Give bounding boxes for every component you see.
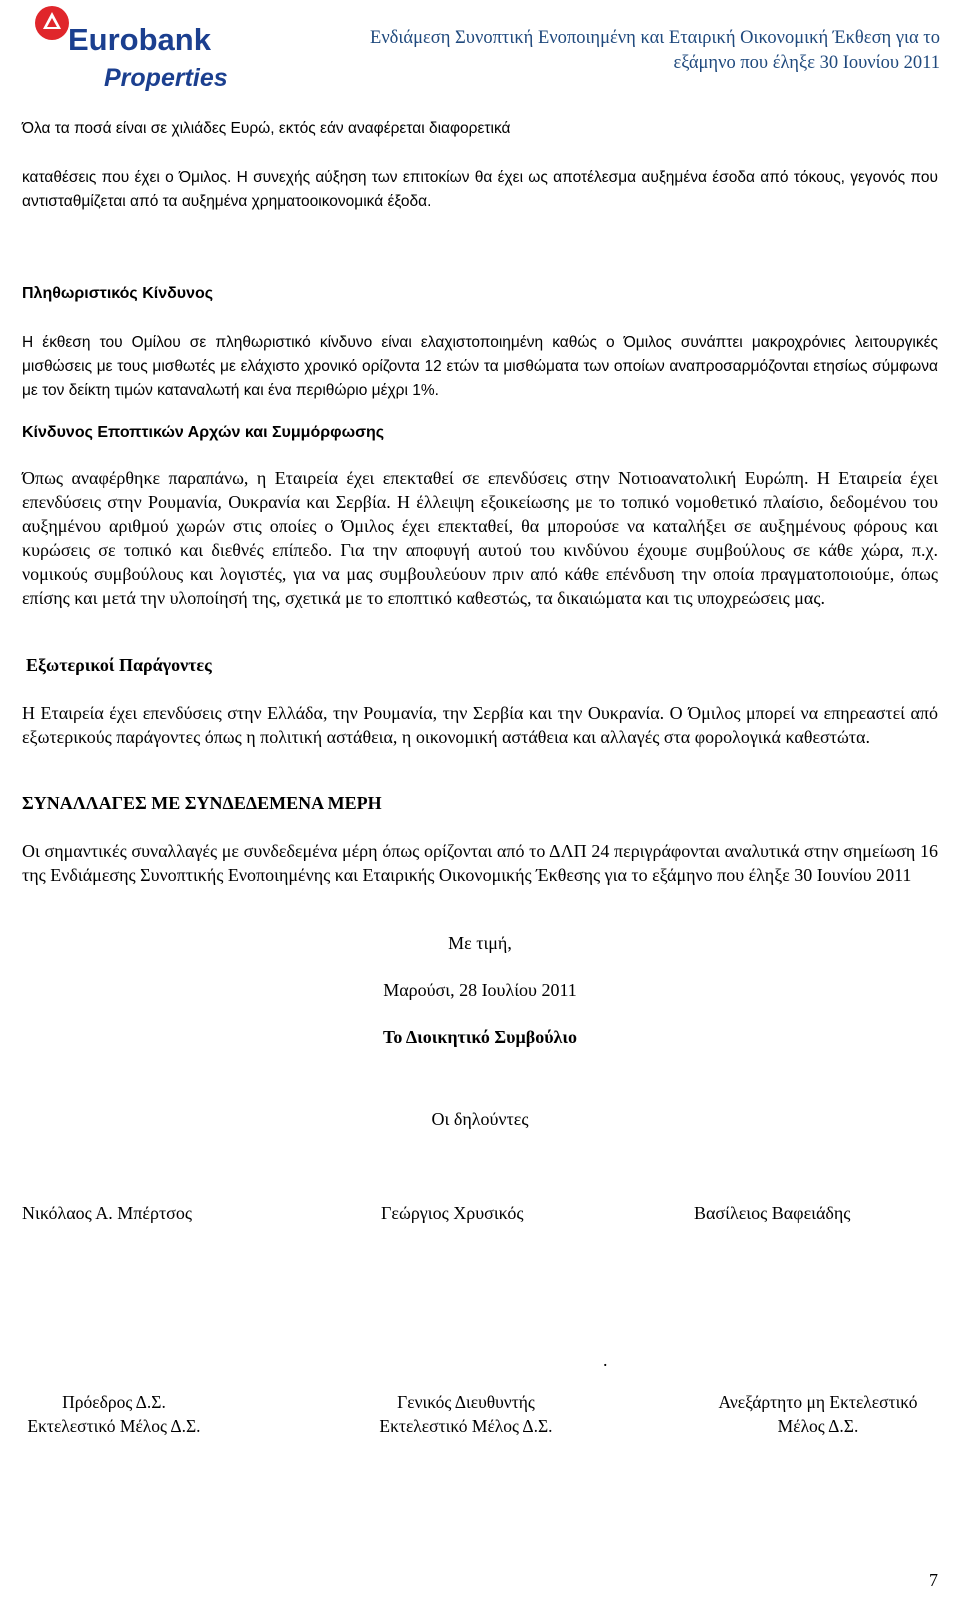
inflation-risk-heading: Πληθωριστικός Κίνδυνος <box>22 285 214 302</box>
logo-text-eurobank: Eurobank <box>68 22 211 57</box>
stray-mark: . <box>603 1350 608 1370</box>
amounts-note: Όλα τα ποσά είναι σε χιλιάδες Ευρώ, εκτός εάν αναφέρεται διαφορετικά <box>22 120 511 137</box>
signatory-name-3: Βασίλειος Βαφειάδης <box>694 1203 851 1223</box>
closing-regards: Με τιμή, <box>448 933 512 953</box>
related-party-paragraph: Οι σημαντικές συναλλαγές με συνδεδεμένα μέρη όπως ορίζονται από το ΔΛΠ 24 περιγράφονται αναλυτικά στην σημείωση 16 της Ενδιάμεσης Συνοπτικής Ενοποιημένης και Εταιρικής Οικονομικής Έκθεσης για το εξάμηνο που έληξε 30 Ιουνίου 2011 <box>22 841 938 885</box>
signatory-role-3 <box>698 1390 938 1438</box>
inflation-risk-paragraph: Η έκθεση του Ομίλου σε πληθωριστικό κίνδυνο είναι ελαχιστοποιημένη καθώς ο Όμιλος συνάπτει μακροχρόνιες λειτουργικές μισθώσεις με τους μισθωτές με ελάχιστο χρονικό ορίζοντα 12 ετών τα μισθώματα των οποίων αναπροσαρμόζονται ετησίως σύμφωνα με τον δείκτη τιμών καταναλωτή και ένα περιθώριο μέχρι 1%. <box>22 334 938 399</box>
closing-declarants: Οι δηλούντες <box>431 1109 529 1129</box>
signatory-role-2-line1: Γενικός Διευθυντής <box>397 1392 535 1412</box>
page-number: 7 <box>929 1570 938 1590</box>
closing-place-date: Μαρούσι, 28 Ιουλίου 2011 <box>383 980 577 1000</box>
intro-paragraph: καταθέσεις που έχει ο Όμιλος. Η συνεχής αύξηση των επιτοκίων θα έχει ως αποτέλεσμα αυξημένα έσοδα από τόκους, γεγονός που αντισταθμίζεται από τα αυξημένα χρηματοοικονομικά έξοδα. <box>22 169 938 210</box>
signatory-role-3-line2: Μέλος Δ.Σ. <box>777 1416 859 1436</box>
signatory-role-1-line2: Εκτελεστικό Μέλος Δ.Σ. <box>27 1416 201 1436</box>
eurobank-logo-mark <box>32 4 232 96</box>
header-title-line2: εξάμηνο που έληξε 30 Ιουνίου 2011 <box>673 53 940 73</box>
signatory-name-1: Νικόλαος Α. Μπέρτσος <box>22 1203 193 1223</box>
signatory-role-1-line1: Πρόεδρος Δ.Σ. <box>62 1392 166 1412</box>
related-party-heading: ΣΥΝΑΛΛΑΓΕΣ ΜΕ ΣΥΝΔΕΔΕΜΕΝΑ ΜΕΡΗ <box>22 793 382 813</box>
external-factors-paragraph: Η Εταιρεία έχει επενδύσεις στην Ελλάδα, την Ρουμανία, την Σερβία και την Ουκρανία. Ο Όμιλος μπορεί να επηρεαστεί από εξωτερικούς παράγοντες όπως η πολιτική αστάθεια, η οικονομική αστάθεια και αλλαγές στα φορολογικά καθεστώτα. <box>22 703 938 747</box>
regulatory-risk-paragraph: Όπως αναφέρθηκε παραπάνω, η Εταιρεία έχει επεκταθεί σε επενδύσεις στην Νοτιοανατολική Ευρώπη. Η Εταιρεία έχει επενδύσεις στην Ρουμανία, Ουκρανία και Σερβία. Η έλλειψη εξοικείωσης με το τοπικό νομοθετικό πλαίσιο, δεδομένου του αυξημένου αριθμού χωρών στις οποίες ο Όμιλος έχει επεκταθεί, θα μπορούσε να καταλήξει σε αυξημένους φόρους και κυρώσεις σε τοπικό και διεθνές επίπεδο. Για την αποφυγή αυτού του κινδύνου έχουμε συμβούλους σε κάθε χώρα, π.χ. νομικούς συμβούλους και λογιστές, για να μας συμβουλεύουν πριν από κάθε επένδυση την οποία πραγματοποιούμε, όπως επίσης και μετά την υλοποίησή της, σχετικά με το εποπτικό καθεστώς, τα δικαιώματα και τις υποχρεώσεις μας. <box>22 468 938 608</box>
closing-board: Το Διοικητικό Συμβούλιο <box>383 1027 577 1047</box>
report-header-title <box>320 26 940 76</box>
signatory-role-1 <box>4 1390 224 1438</box>
signatory-role-2-line2: Εκτελεστικό Μέλος Δ.Σ. <box>379 1416 553 1436</box>
logo-text-properties: Properties <box>104 64 228 92</box>
external-factors-heading: Εξωτερικοί Παράγοντες <box>26 655 212 675</box>
signatory-role-2 <box>356 1390 576 1438</box>
signatory-role-3-line1: Ανεξάρτητο μη Εκτελεστικό <box>718 1392 918 1412</box>
header-title-line1: Ενδιάμεση Συνοπτική Ενοποιημένη και Εταιρική Οικονομική Έκθεση για το <box>370 28 940 48</box>
regulatory-risk-heading: Κίνδυνος Εποπτικών Αρχών και Συμμόρφωσης <box>22 424 385 441</box>
signatory-name-2: Γεώργιος Χρυσικός <box>381 1203 524 1223</box>
company-logo <box>32 4 232 96</box>
